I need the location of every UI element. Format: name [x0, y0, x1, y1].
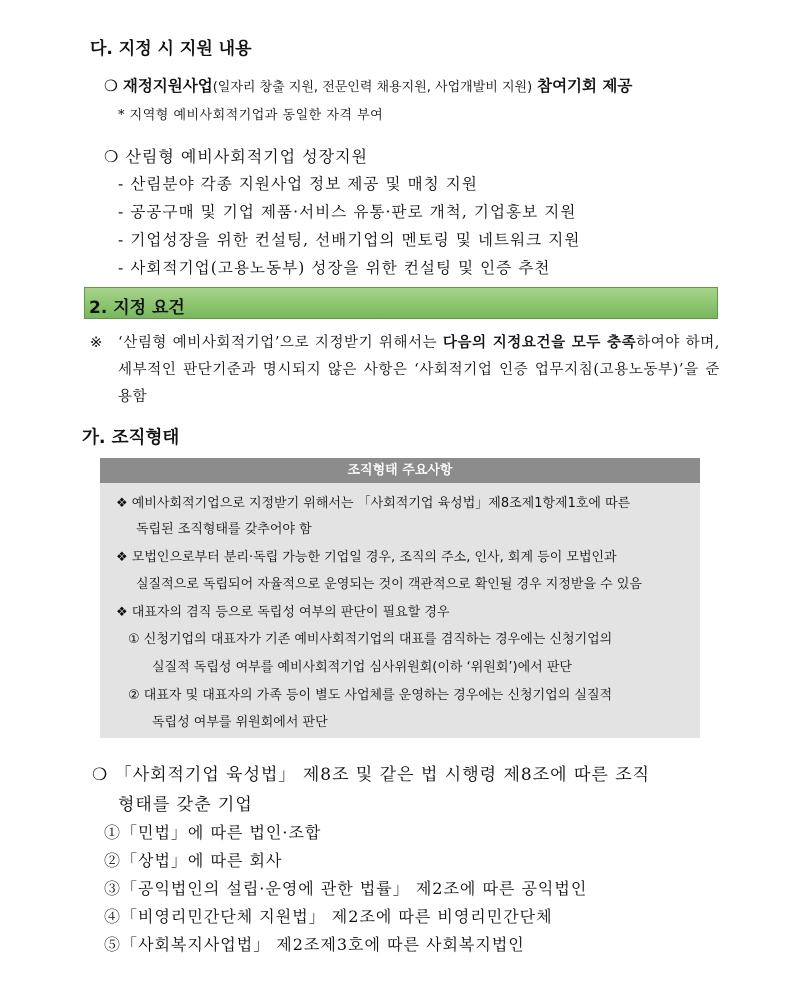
support-item-finance: [104, 74, 632, 96]
summary-box-header: 조직형태 주요사항: [100, 458, 700, 483]
growth-title: 산림형 예비사회적기업 성장지원: [125, 147, 368, 166]
reference-mark-icon: ※: [90, 335, 103, 351]
circle-bullet-icon: ❍: [104, 147, 120, 166]
summary-line: 실질적으로 독립되어 자율적으로 운영되는 것이 객관적으로 확인될 경우 지정받을 수 있음: [136, 577, 642, 592]
section-heading-requirements: 2. 지정 요건: [89, 298, 185, 318]
finance-bold-end: 참여기회 제공: [537, 77, 633, 95]
finance-bold-start: 재정지원사업: [122, 77, 213, 95]
circle-bullet-icon: ❍: [104, 77, 118, 95]
support-item-growth: [104, 144, 368, 167]
note-text-bold: 다음의 지정요건을 모두 충족: [442, 335, 637, 351]
note-text-after: 하여야 하며, 세부적인 판단기준과 명시되지 않은 사항은 ‘사회적기업 인증 업무지침(고용노동부)’을 준용함: [118, 335, 721, 405]
growth-list-item: - 사회적기업(고용노동부) 성장을 위한 컨설팅 및 인증 추천: [118, 259, 551, 277]
summary-line: ❖ 모법인으로부터 분리·독립 가능한 기업일 경우, 조직의 주소, 인사, 회계 등이 모법인과: [116, 550, 617, 565]
org-types-heading: [92, 760, 650, 785]
note-text-before: ‘산림형 예비사회적기업’으로 지정받기 위해서는: [118, 335, 443, 351]
summary-line: ② 대표자 및 대표자의 가족 등이 별도 사업체를 운영하는 경우에는 신청기업의 실질적: [128, 688, 613, 703]
summary-line: ❖ 예비사회적기업으로 지정받기 위해서는 「사회적기업 육성법」제8조제1항제1호에 따른: [116, 496, 631, 511]
growth-list-item: - 산림분야 각종 지원사업 정보 제공 및 매칭 지원: [118, 175, 478, 193]
summary-line: 독립성 여부를 위원회에서 판단: [152, 715, 328, 730]
org-type-item: ⑤「사회복지사업법」 제2조제3호에 따른 사회복지법인: [104, 935, 525, 954]
finance-note: * 지역형 예비사회적기업과 동일한 자격 부여: [118, 108, 384, 123]
org-types-title-line2: 형태를 갖춘 기업: [118, 795, 253, 815]
requirement-note-text: [118, 330, 720, 411]
org-type-item: ②「상법」에 따른 회사: [104, 851, 283, 870]
org-type-item: ③「공익법인의 설립·운영에 관한 법률」 제2조에 따른 공익법인: [104, 879, 588, 898]
section-heading-org-form: 가. 조직형태: [82, 428, 180, 448]
summary-line: 실질적 독립성 여부를 예비사회적기업 심사위원회(이하 ‘위원회’)에서 판단: [152, 660, 572, 675]
org-type-item: ④「비영리민간단체 지원법」 제2조에 따른 비영리민간단체: [104, 907, 553, 926]
finance-detail: (일자리 창출 지원, 전문인력 채용지원, 사업개발비 지원): [212, 80, 533, 95]
growth-list-item: - 기업성장을 위한 컨설팅, 선배기업의 멘토링 및 네트워크 지원: [118, 231, 581, 249]
growth-list-item: - 공공구매 및 기업 제품·서비스 유통·판로 개척, 기업홍보 지원: [118, 203, 577, 221]
org-type-item: ①「민법」에 따른 법인·조합: [104, 823, 322, 842]
circle-bullet-icon: ❍: [92, 765, 109, 785]
org-types-title-line1: 「사회적기업 육성법」 제8조 및 같은 법 시행령 제8조에 따른 조직: [114, 765, 651, 785]
summary-line: ❖ 대표자의 겸직 등으로 독립성 여부의 판단이 필요할 경우: [116, 605, 450, 620]
org-form-summary-box: [100, 458, 700, 738]
requirement-note: [90, 330, 720, 411]
summary-line: 독립된 조직형태를 갖추어야 함: [136, 522, 312, 537]
section-bar-requirements: [84, 287, 718, 319]
section-heading-support: 다. 지정 시 지원 내용: [90, 39, 252, 59]
summary-line: ① 신청기업의 대표자가 기존 예비사회적기업의 대표를 겸직하는 경우에는 신청기업의: [128, 632, 613, 647]
